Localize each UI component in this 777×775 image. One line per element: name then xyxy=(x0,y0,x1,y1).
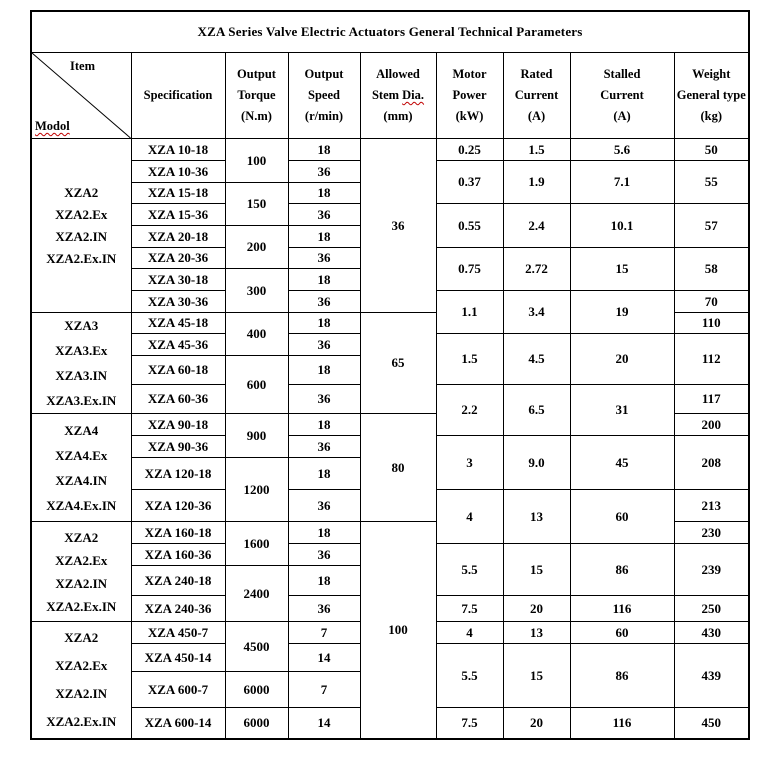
spec-cell: XZA 600-14 xyxy=(131,708,225,739)
stalled-current-cell: 60 xyxy=(570,490,674,544)
weight-cell: 57 xyxy=(674,204,749,248)
speed-cell: 36 xyxy=(288,161,360,183)
model-cell: XZA2 XZA2.Ex XZA2.IN XZA2.Ex.IN xyxy=(31,522,131,622)
rated-current-cell: 2.72 xyxy=(503,248,570,291)
power-cell: 4 xyxy=(436,490,503,544)
weight-cell: 55 xyxy=(674,161,749,204)
spec-cell: XZA 45-18 xyxy=(131,313,225,334)
rated-current-cell: 13 xyxy=(503,490,570,544)
spec-cell: XZA 450-7 xyxy=(131,622,225,644)
spec-cell: XZA 60-18 xyxy=(131,356,225,385)
rated-current-cell: 13 xyxy=(503,622,570,644)
parameters-table xyxy=(30,10,750,740)
torque-cell: 300 xyxy=(225,269,288,313)
speed-cell: 18 xyxy=(288,356,360,385)
torque-cell: 400 xyxy=(225,313,288,356)
stalled-current-cell: 86 xyxy=(570,644,674,708)
weight-cell: 110 xyxy=(674,313,749,334)
title-row xyxy=(31,11,749,53)
torque-cell: 6000 xyxy=(225,708,288,739)
header-output-torque: Output Torque (N.m) xyxy=(225,53,288,139)
stalled-current-cell: 20 xyxy=(570,334,674,385)
rated-current-cell: 1.5 xyxy=(503,139,570,161)
spec-cell: XZA 120-36 xyxy=(131,490,225,522)
speed-cell: 7 xyxy=(288,672,360,708)
speed-cell: 36 xyxy=(288,248,360,269)
rated-current-cell: 15 xyxy=(503,544,570,596)
power-cell: 5.5 xyxy=(436,644,503,708)
torque-cell: 200 xyxy=(225,226,288,269)
spec-cell: XZA 160-18 xyxy=(131,522,225,544)
weight-cell: 50 xyxy=(674,139,749,161)
weight-cell: 200 xyxy=(674,414,749,436)
speed-cell: 18 xyxy=(288,183,360,204)
rated-current-cell: 9.0 xyxy=(503,436,570,490)
weight-cell: 58 xyxy=(674,248,749,291)
stalled-current-cell: 15 xyxy=(570,248,674,291)
torque-cell: 150 xyxy=(225,183,288,226)
stem-dia-cell: 65 xyxy=(360,313,436,414)
speed-cell: 18 xyxy=(288,269,360,291)
power-cell: 0.75 xyxy=(436,248,503,291)
stem-dia-cell: 36 xyxy=(360,139,436,313)
header-weight: Weight General type (kg) xyxy=(674,53,749,139)
stalled-current-cell: 116 xyxy=(570,596,674,622)
spec-cell: XZA 160-36 xyxy=(131,544,225,566)
rated-current-cell: 4.5 xyxy=(503,334,570,385)
stalled-current-cell: 116 xyxy=(570,708,674,739)
stalled-current-cell: 31 xyxy=(570,385,674,436)
model-cell: XZA4 XZA4.Ex XZA4.IN XZA4.Ex.IN xyxy=(31,414,131,522)
stalled-current-cell: 5.6 xyxy=(570,139,674,161)
power-cell: 0.55 xyxy=(436,204,503,248)
table-row xyxy=(31,139,749,161)
torque-cell: 6000 xyxy=(225,672,288,708)
speed-cell: 36 xyxy=(288,490,360,522)
spec-cell: XZA 30-36 xyxy=(131,291,225,313)
speed-cell: 36 xyxy=(288,596,360,622)
power-cell: 5.5 xyxy=(436,544,503,596)
power-cell: 7.5 xyxy=(436,596,503,622)
speed-cell: 36 xyxy=(288,334,360,356)
stalled-current-cell: 45 xyxy=(570,436,674,490)
speed-cell: 18 xyxy=(288,414,360,436)
speed-cell: 18 xyxy=(288,313,360,334)
stalled-current-cell: 10.1 xyxy=(570,204,674,248)
weight-cell: 430 xyxy=(674,622,749,644)
weight-cell: 213 xyxy=(674,490,749,522)
rated-current-cell: 15 xyxy=(503,644,570,708)
spec-cell: XZA 450-14 xyxy=(131,644,225,672)
rated-current-cell: 6.5 xyxy=(503,385,570,436)
rated-current-cell: 20 xyxy=(503,708,570,739)
weight-cell: 439 xyxy=(674,644,749,708)
torque-cell: 100 xyxy=(225,139,288,183)
model-cell: XZA3 XZA3.Ex XZA3.IN XZA3.Ex.IN xyxy=(31,313,131,414)
header-item-label: Item xyxy=(70,59,95,73)
header-specification: Specification xyxy=(131,53,225,139)
spec-cell: XZA 20-36 xyxy=(131,248,225,269)
spec-cell: XZA 240-18 xyxy=(131,566,225,596)
header-stem-dia: Allowed Stem Dia. (mm) xyxy=(360,53,436,139)
speed-cell: 18 xyxy=(288,566,360,596)
torque-cell: 4500 xyxy=(225,622,288,672)
speed-cell: 14 xyxy=(288,644,360,672)
header-motor-power: Motor Power (kW) xyxy=(436,53,503,139)
spec-cell: XZA 10-36 xyxy=(131,161,225,183)
rated-current-cell: 3.4 xyxy=(503,291,570,334)
power-cell: 0.37 xyxy=(436,161,503,204)
torque-cell: 900 xyxy=(225,414,288,458)
weight-cell: 112 xyxy=(674,334,749,385)
weight-cell: 117 xyxy=(674,385,749,414)
spec-cell: XZA 15-18 xyxy=(131,183,225,204)
power-cell: 3 xyxy=(436,436,503,490)
stalled-current-cell: 60 xyxy=(570,622,674,644)
spec-cell: XZA 60-36 xyxy=(131,385,225,414)
header-stalled-current: Stalled Current (A) xyxy=(570,53,674,139)
stem-dia-cell: 100 xyxy=(360,522,436,739)
rated-current-cell: 20 xyxy=(503,596,570,622)
rated-current-cell: 1.9 xyxy=(503,161,570,204)
weight-cell: 239 xyxy=(674,544,749,596)
spec-cell: XZA 90-18 xyxy=(131,414,225,436)
weight-cell: 450 xyxy=(674,708,749,739)
stalled-current-cell: 19 xyxy=(570,291,674,334)
model-cell: XZA2 XZA2.Ex XZA2.IN XZA2.Ex.IN xyxy=(31,139,131,313)
header-model-label: Modol xyxy=(35,119,70,133)
speed-cell: 18 xyxy=(288,226,360,248)
spec-cell: XZA 600-7 xyxy=(131,672,225,708)
model-cell: XZA2 XZA2.Ex XZA2.IN XZA2.Ex.IN xyxy=(31,622,131,739)
power-cell: 7.5 xyxy=(436,708,503,739)
speed-cell: 18 xyxy=(288,139,360,161)
power-cell: 1.5 xyxy=(436,334,503,385)
weight-cell: 250 xyxy=(674,596,749,622)
stem-dia-cell: 80 xyxy=(360,414,436,522)
stalled-current-cell: 86 xyxy=(570,544,674,596)
header-item-model xyxy=(31,53,131,139)
torque-cell: 600 xyxy=(225,356,288,414)
power-cell: 2.2 xyxy=(436,385,503,436)
spec-cell: XZA 30-18 xyxy=(131,269,225,291)
speed-cell: 18 xyxy=(288,522,360,544)
stalled-current-cell: 7.1 xyxy=(570,161,674,204)
speed-cell: 7 xyxy=(288,622,360,644)
weight-cell: 208 xyxy=(674,436,749,490)
speed-cell: 14 xyxy=(288,708,360,739)
header-rated-current: Rated Current (A) xyxy=(503,53,570,139)
torque-cell: 1600 xyxy=(225,522,288,566)
speed-cell: 18 xyxy=(288,458,360,490)
header-row xyxy=(31,53,749,139)
speed-cell: 36 xyxy=(288,291,360,313)
power-cell: 4 xyxy=(436,622,503,644)
spec-cell: XZA 120-18 xyxy=(131,458,225,490)
header-output-speed: Output Speed (r/min) xyxy=(288,53,360,139)
spec-cell: XZA 15-36 xyxy=(131,204,225,226)
spec-cell: XZA 20-18 xyxy=(131,226,225,248)
speed-cell: 36 xyxy=(288,385,360,414)
spec-cell: XZA 45-36 xyxy=(131,334,225,356)
spec-cell: XZA 10-18 xyxy=(131,139,225,161)
speed-cell: 36 xyxy=(288,436,360,458)
rated-current-cell: 2.4 xyxy=(503,204,570,248)
power-cell: 0.25 xyxy=(436,139,503,161)
weight-cell: 70 xyxy=(674,291,749,313)
torque-cell: 2400 xyxy=(225,566,288,622)
power-cell: 1.1 xyxy=(436,291,503,334)
spec-cell: XZA 90-36 xyxy=(131,436,225,458)
speed-cell: 36 xyxy=(288,204,360,226)
table-title: XZA Series Valve Electric Actuators General Technical Parameters xyxy=(31,11,749,53)
spec-cell: XZA 240-36 xyxy=(131,596,225,622)
weight-cell: 230 xyxy=(674,522,749,544)
speed-cell: 36 xyxy=(288,544,360,566)
torque-cell: 1200 xyxy=(225,458,288,522)
